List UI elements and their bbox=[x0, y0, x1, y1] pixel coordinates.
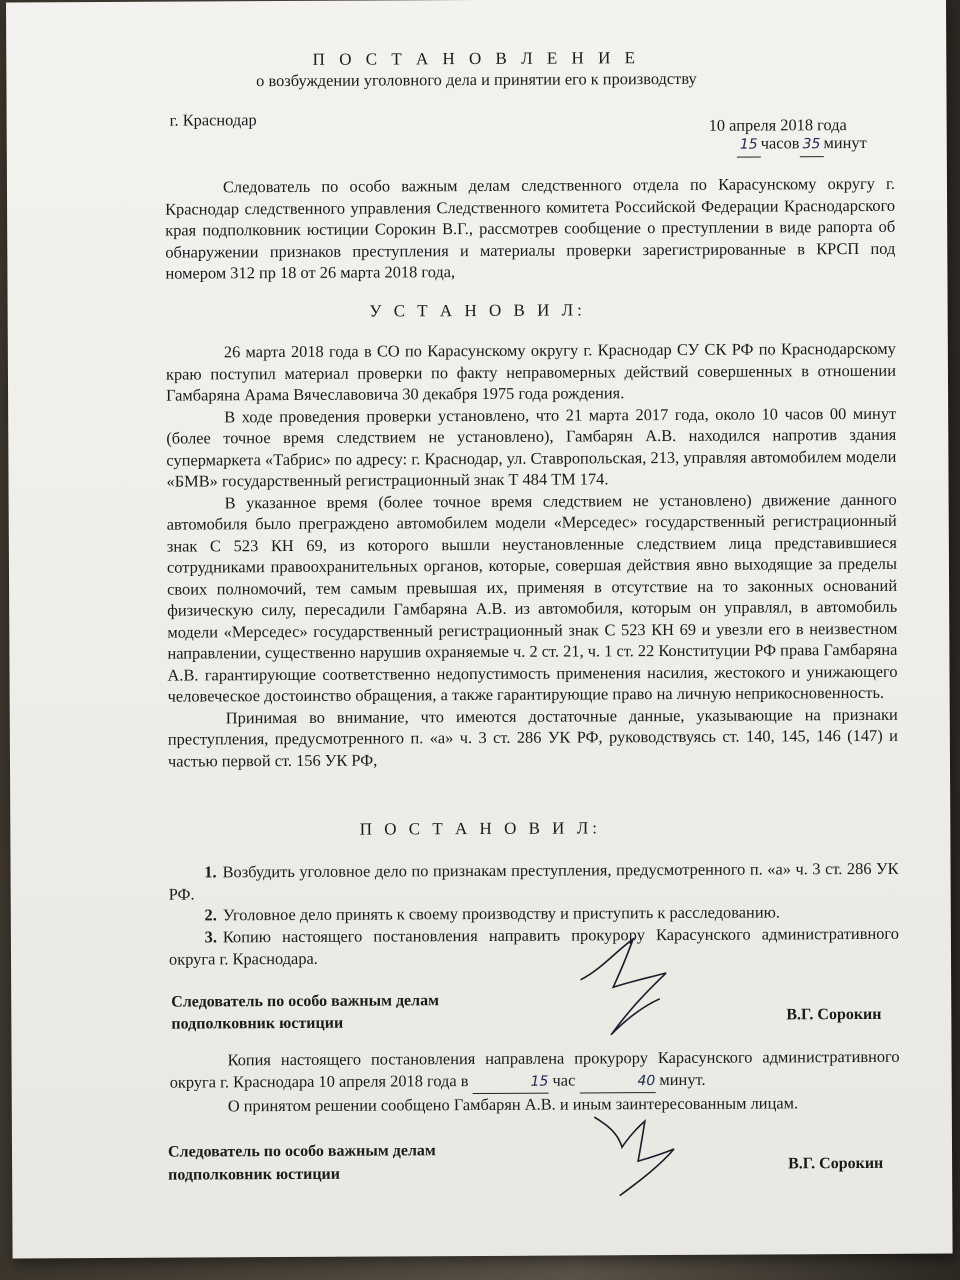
copy-note bbox=[169, 1046, 899, 1117]
resolution-number: 3. bbox=[204, 927, 217, 947]
document-date: 10 апреля 2018 года bbox=[708, 115, 847, 135]
hours-label: часов bbox=[760, 133, 800, 153]
intro-paragraph bbox=[165, 173, 896, 284]
resolution-text: Уголовное дело принять к своему производству и приступить к расследованию. bbox=[222, 902, 780, 925]
established-paragraph-4: Принимая во внимание, что имеются достаточные данные, указывающие на признаки преступления, предусмотренного п. «а» ч. 3 ст. 286 УК РФ, руководствуясь ст. 140, 145, 146 (147) и частью первой ст. 156 УК РФ, bbox=[167, 704, 898, 771]
document-subtitle: о возбуждении уголовного дела и принятии его к производству bbox=[256, 68, 697, 91]
handwritten-hours: 15 bbox=[737, 135, 761, 158]
handwritten-signature-1 bbox=[571, 929, 682, 1040]
signature-position-2-line2: подполковник юстиции bbox=[168, 1165, 341, 1184]
document-time bbox=[737, 132, 867, 157]
hours-label-2: час bbox=[552, 1069, 576, 1090]
signature-name-1: В.Г. Сорокин bbox=[786, 1005, 882, 1024]
minutes-label: минут bbox=[823, 132, 867, 153]
handwritten-hours-2: 15 bbox=[473, 1071, 549, 1094]
notified-note: О принятом решении сообщено Гамбарян А.В. и иным заинтересованным лицам. bbox=[227, 1093, 799, 1116]
minutes-label-2: минут. bbox=[659, 1069, 706, 1089]
established-section bbox=[166, 338, 898, 772]
resolution-number: 1. bbox=[204, 862, 217, 882]
established-paragraph-1: 26 марта 2018 года в СО по Карасунскому округу г. Краснодар СУ СК РФ по Краснодарскому краю поступил материал проверки по факту неправомерных действий совершенных в отношении Гамбаряна Арама Вячеславовича 30 декабря 1975 года рождения. bbox=[165, 338, 896, 405]
handwritten-signature-2 bbox=[590, 1099, 681, 1199]
signature-position-1-line2: подполковник юстиции bbox=[171, 1014, 344, 1033]
resolved-heading: П О С Т А Н О В И Л: bbox=[359, 818, 601, 839]
copy-note-text bbox=[169, 1046, 899, 1096]
city: г. Краснодар bbox=[169, 110, 257, 130]
resolution-text: Возбудить уголовное дело по признакам преступления, предусмотренного п. «а» ч. 3 ст. 286 УК РФ. bbox=[168, 858, 899, 904]
resolution-number: 2. bbox=[204, 905, 217, 925]
signature-position-1-line1: Следователь по особо важным делам bbox=[171, 992, 440, 1011]
handwritten-minutes: 35 bbox=[799, 134, 823, 157]
established-heading: У С Т А Н О В И Л: bbox=[369, 300, 586, 321]
copy-note-text-before: Копия настоящего постановления направлена прокурору Карасунского административного округа г. Краснодара 10 апреля 2018 года в bbox=[169, 1046, 900, 1092]
intro-text: Следователь по особо важным делам следственного отдела по Карасунскому округу г. Краснодар следственного управления Следственного комитета Российской Федерации Краснодарского края подполковник юстиции Сорокин В.Г., рассмотрев сообщение о преступлении в виде рапорта об обнаружении признаков преступления и материалы проверки зарегистрированные в КРСП под номером 312 пр 18 от 26 марта 2018 года, bbox=[165, 173, 896, 283]
signature-position-2-line1: Следователь по особо важным делам bbox=[167, 1142, 436, 1161]
resolution-text: Копию настоящего постановления направить прокурору Карасунского административного округа г. Краснодара. bbox=[168, 923, 899, 969]
resolution-item-2 bbox=[169, 901, 899, 926]
document-title: П О С Т А Н О В Л Е Н И Е bbox=[312, 48, 641, 69]
signature-name-2: В.Г. Сорокин bbox=[788, 1154, 884, 1173]
document-sheet bbox=[6, 0, 953, 1258]
established-paragraph-2: В ходе проведения проверки установлено, что 21 марта 2017 года, около 10 часов 00 минут (более точное время следствием не установлено), Гамбарян А.В. находился напротив здания супермаркета «Табрис» по адресу: г. Краснодар, ул. Ставропольская, 213, управляя автомобилем модели «БМВ» государственный регистрационный знак Т 484 ТМ 174. bbox=[166, 403, 897, 491]
resolution-item-3 bbox=[169, 923, 899, 970]
resolution-item-1 bbox=[169, 858, 899, 905]
established-paragraph-3: В указанное время (более точное время следствием не установлено) движение данного автомобиля было преграждено автомобилем модели «Мерседес» государственный регистрационный знак С 523 КН 69, из которого вышли неустановленные следствием лица представившиеся сотрудниками правоохранительных органов, которые, совершая действия явно выходящие за пределы своих полномочий, тем самым превышая их, применяя в отсутствие на то законных оснований физическую силу, пересадили Гамбаряна А.В. из автомобиля, которым он управлял, в автомобиль модели «Мерседес» государственный регистрационный знак С 523 КН 69 и увезли его в неизвестном направлении, существенно нарушив охраняемые ч. 2 ст. 21, ч. 1 ст. 22 Конституции РФ права Гамбаряна А.В. гарантирующие соответственно недопустимость применения насилия, жестокого и унижающего человеческое достоинство обращения, а также гарантирующие право на личную неприкосновенность. bbox=[166, 489, 898, 706]
handwritten-minutes-2: 40 bbox=[579, 1071, 655, 1094]
